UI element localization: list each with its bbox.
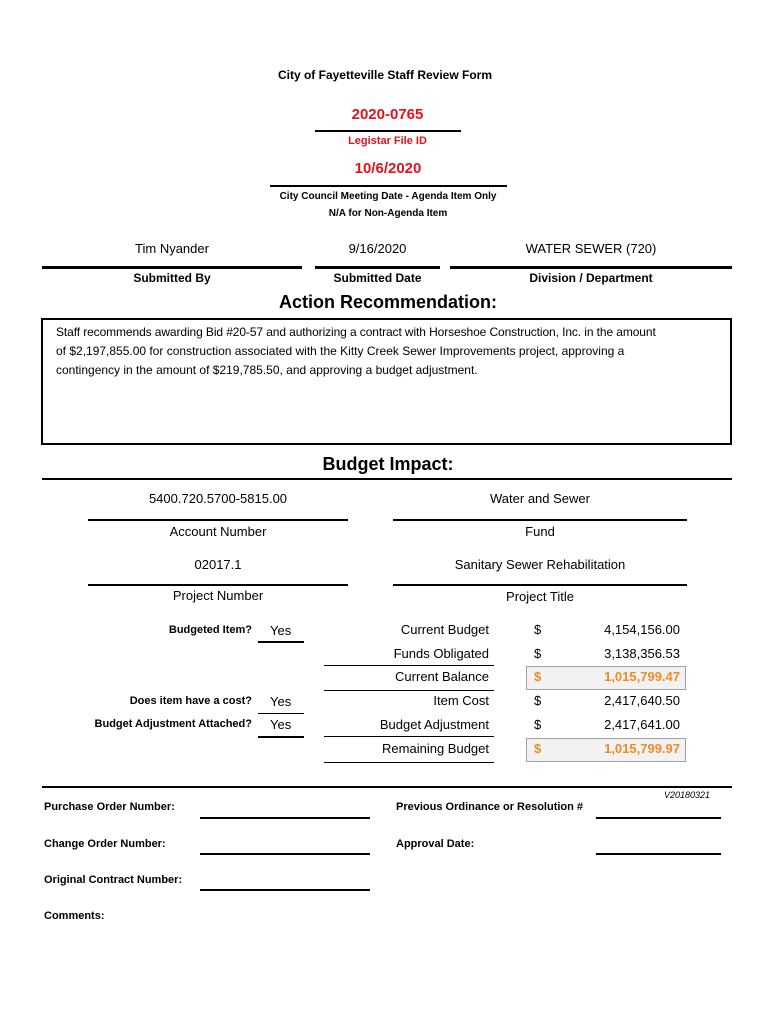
- currency-symbol: $: [534, 646, 542, 661]
- has-cost-label: Does item have a cost?: [129, 695, 252, 707]
- remaining-budget-amount: 1,015,799.97: [604, 741, 680, 756]
- approval-date-field[interactable]: [596, 853, 721, 855]
- budgeted-item-label: Budgeted Item?: [168, 624, 252, 636]
- project-number-underline: [88, 584, 348, 586]
- meeting-date: 10/6/2020: [354, 160, 422, 177]
- project-number-value: 02017.1: [194, 557, 242, 572]
- funds-obligated-label: Funds Obligated: [393, 646, 489, 661]
- budget-impact-rule: [42, 478, 732, 480]
- project-title-label: Project Title: [506, 589, 574, 604]
- current-budget-amount: 4,154,156.00: [604, 622, 680, 637]
- budget-adjustment-rule: [324, 736, 494, 737]
- has-cost-value: Yes: [270, 694, 292, 709]
- funds-obligated-rule: [324, 665, 494, 666]
- fund-label: Fund: [525, 524, 555, 539]
- project-title-underline: [393, 584, 687, 586]
- meeting-date-underline: [270, 185, 507, 187]
- account-number-label: Account Number: [169, 524, 267, 539]
- adjustment-attached-label: Budget Adjustment Attached?: [94, 718, 252, 730]
- action-line: contingency in the amount of $219,785.50, and approving a budget adjustment.: [56, 363, 478, 377]
- po-number-label: Purchase Order Number:: [44, 801, 175, 813]
- approval-date-label: Approval Date:: [396, 838, 475, 850]
- previous-ordinance-label: Previous Ordinance or Resolution #: [396, 801, 584, 813]
- current-balance-rule: [324, 690, 494, 691]
- remaining-budget-rule: [324, 762, 494, 763]
- budget-impact-heading: Budget Impact:: [322, 454, 454, 474]
- current-budget-label: Current Budget: [400, 622, 489, 637]
- fund-underline: [393, 519, 687, 521]
- currency-symbol: $: [534, 741, 542, 756]
- has-cost-underline: [258, 713, 304, 714]
- currency-symbol: $: [534, 717, 542, 732]
- action-recommendation-text: [56, 323, 732, 380]
- legistar-label: Legistar File ID: [348, 135, 427, 147]
- account-number-underline: [88, 519, 348, 521]
- currency-symbol: $: [534, 622, 542, 637]
- division-label: Division / Department: [529, 271, 653, 285]
- adjustment-attached-underline: [258, 736, 304, 738]
- submitted-date-label: Submitted Date: [333, 271, 422, 285]
- non-agenda-label: N/A for Non-Agenda Item: [328, 208, 448, 219]
- adjustment-attached-value: Yes: [270, 717, 292, 732]
- current-balance-amount: 1,015,799.47: [604, 669, 680, 684]
- submitted-by-label: Submitted By: [133, 271, 211, 285]
- funds-obligated-amount: 3,138,356.53: [604, 646, 680, 661]
- submitted-by-value: Tim Nyander: [135, 241, 209, 256]
- current-balance-label: Current Balance: [395, 669, 489, 684]
- submitted-date-underline: [315, 266, 440, 269]
- currency-symbol: $: [534, 669, 542, 684]
- previous-ordinance-field[interactable]: [596, 817, 721, 819]
- fund-value: Water and Sewer: [490, 491, 590, 506]
- original-contract-field[interactable]: [200, 889, 370, 891]
- legistar-underline: [315, 130, 461, 132]
- comments-label: Comments:: [44, 910, 105, 922]
- item-cost-label: Item Cost: [433, 693, 489, 708]
- action-line: Staff recommends awarding Bid #20-57 and authorizing a contract with Horseshoe Construction, Inc. in the amount: [56, 325, 656, 339]
- action-recommendation-heading: Action Recommendation:: [278, 292, 497, 312]
- change-order-field[interactable]: [200, 853, 370, 855]
- original-contract-label: Original Contract Number:: [44, 874, 183, 886]
- budgeted-item-value: Yes: [270, 623, 292, 638]
- submitted-by-underline: [42, 266, 302, 269]
- po-number-field[interactable]: [200, 817, 370, 819]
- form-title: City of Fayetteville Staff Review Form: [277, 68, 493, 82]
- remaining-budget-label: Remaining Budget: [382, 741, 489, 756]
- project-title-value: Sanitary Sewer Rehabilitation: [454, 557, 626, 572]
- item-cost-amount: 2,417,640.50: [604, 693, 680, 708]
- form-version: V20180321: [663, 790, 710, 800]
- budgeted-item-underline: [258, 641, 304, 643]
- submitted-date-value: 9/16/2020: [348, 241, 407, 256]
- division-value: WATER SEWER (720): [525, 241, 657, 256]
- meeting-date-label: City Council Meeting Date - Agenda Item Only: [279, 191, 497, 202]
- action-line: of $2,197,855.00 for construction associated with the Kitty Creek Sewer Improvements project, approving a: [56, 344, 625, 358]
- currency-symbol: $: [534, 693, 542, 708]
- legistar-file-id: 2020-0765: [351, 106, 424, 123]
- division-underline: [450, 266, 732, 269]
- change-order-label: Change Order Number:: [44, 838, 166, 850]
- project-number-label: Project Number: [172, 588, 264, 603]
- account-number-value: 5400.720.5700-5815.00: [148, 491, 288, 506]
- budget-adjustment-label: Budget Adjustment: [379, 717, 489, 732]
- footer-rule: [42, 786, 732, 788]
- budget-adjustment-amount: 2,417,641.00: [604, 717, 680, 732]
- action-recommendation-box: [41, 318, 732, 445]
